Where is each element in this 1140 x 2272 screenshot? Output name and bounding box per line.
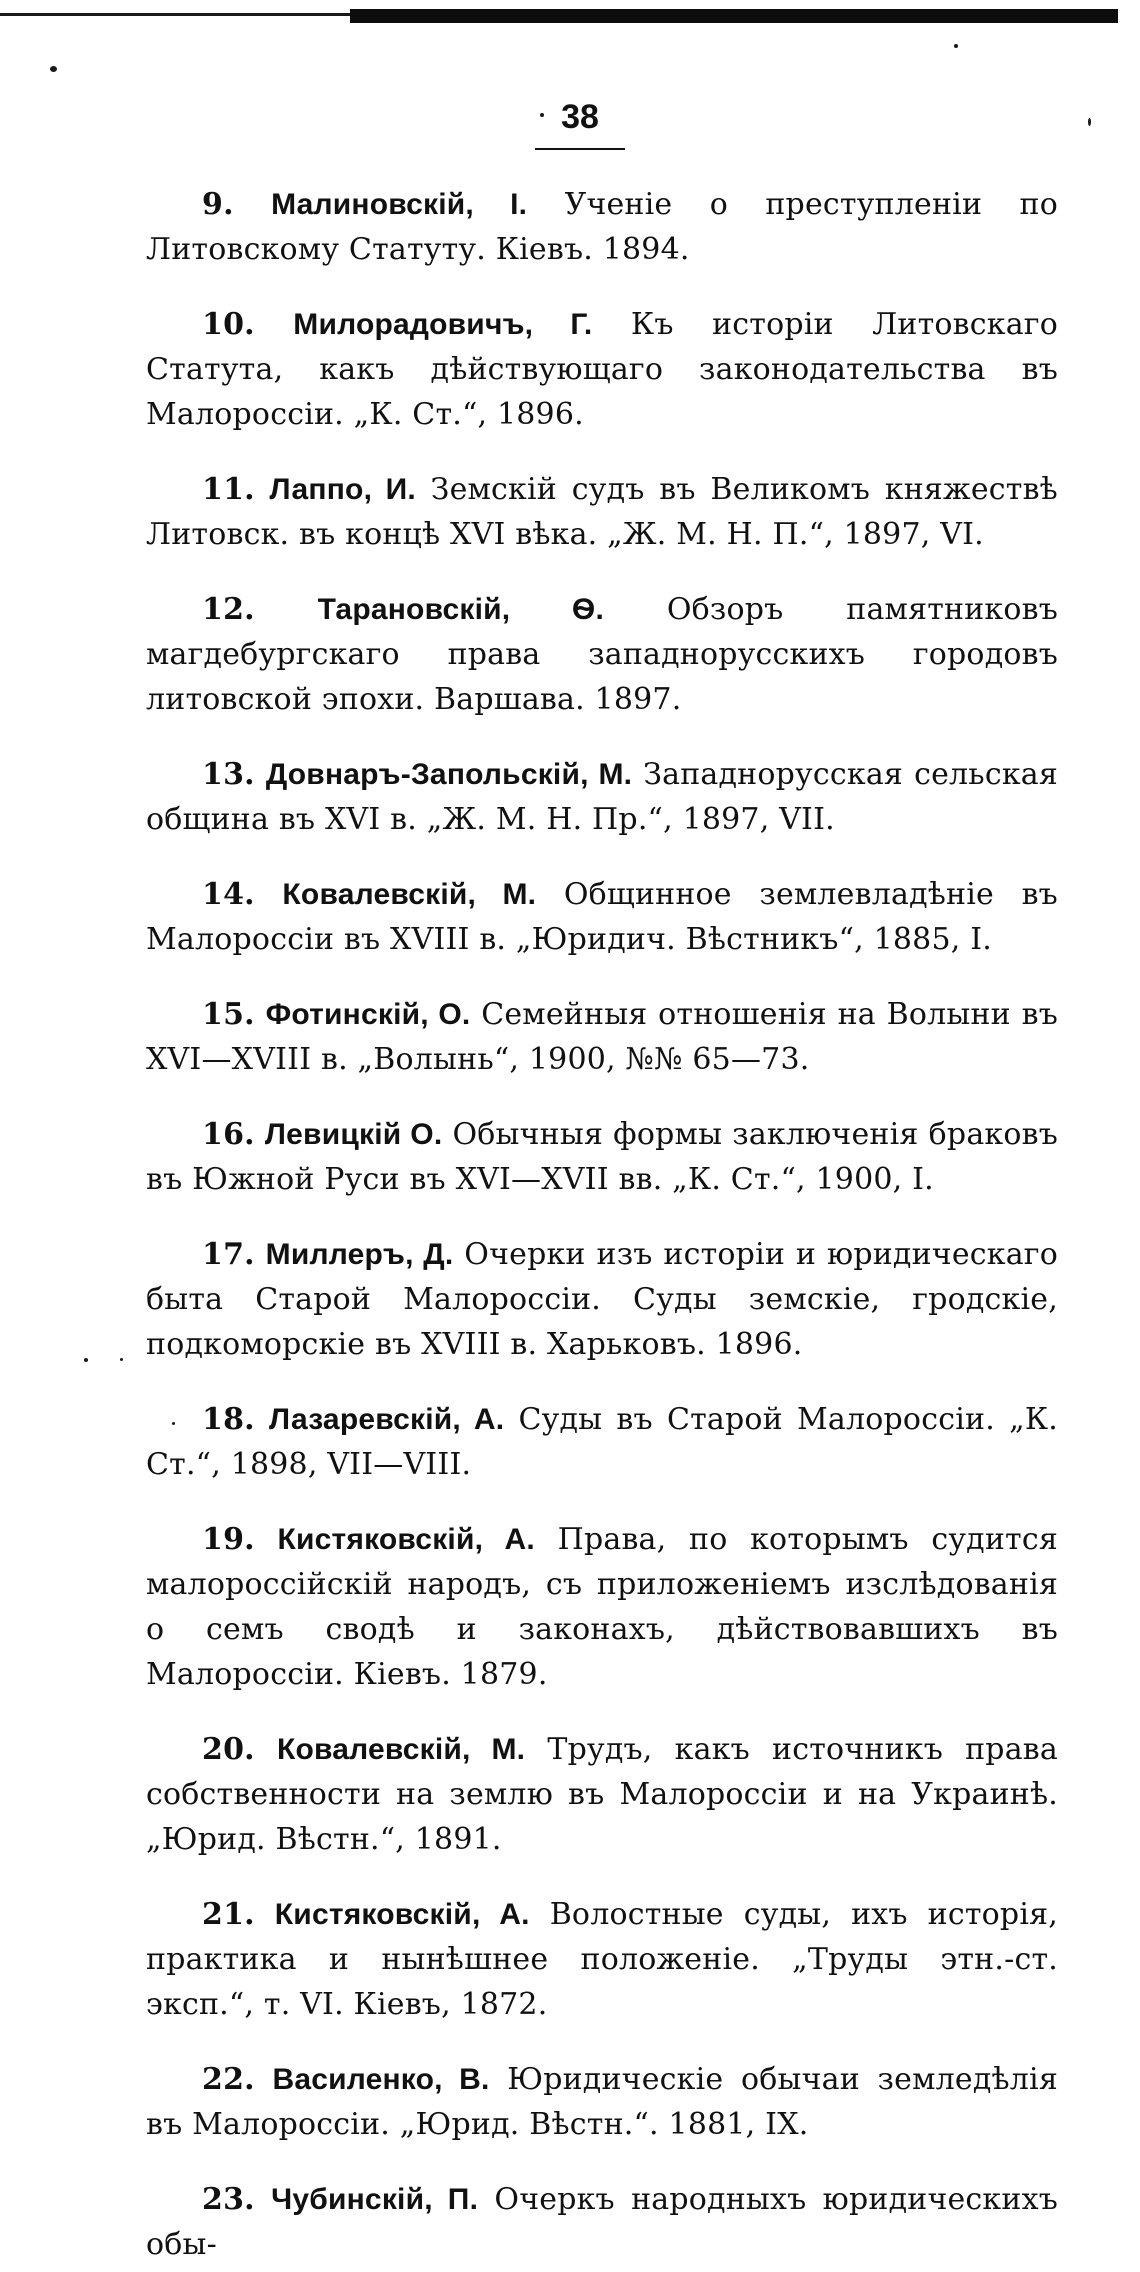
bibliography-entry (146, 587, 1058, 722)
entry-author: Фотинскій, О. (265, 998, 471, 1031)
bibliography-entry (146, 1397, 1058, 1487)
entry-number: 19. (202, 1522, 255, 1557)
entry-number: 15. (202, 997, 255, 1032)
entry-author: Ковалевскій, М. (276, 1733, 526, 1766)
entry-text: Обычныя формы заключенія браковъ въ Южной Руси въ XVI—XVII вв. „К. Ст.“, 1900, I. (146, 1117, 1058, 1197)
scan-speck (50, 66, 57, 72)
entry-text: Трудъ, какъ источникъ права собственности на землю въ Малороссіи и на Украинѣ. „Юрид. Вѣстн.“, 1891. (146, 1732, 1058, 1857)
bibliography-entry (146, 1517, 1058, 1697)
entry-text: Ученіе о преступленіи по Литовскому Статуту. Кіевъ. 1894. (146, 187, 1058, 267)
bibliography-entry (146, 1892, 1058, 2027)
page-number: 38 (561, 98, 599, 136)
page-number-underline (535, 148, 625, 150)
entry-author: Милорадовичъ, Г. (293, 308, 593, 341)
entry-author: Лаппо, И. (269, 473, 416, 506)
entry-number: 11. (202, 472, 255, 507)
entry-author: Чубинскій, П. (271, 2183, 479, 2216)
entry-author: Кистяковскій, А. (277, 1523, 535, 1556)
entry-author: Малиновскій, І. (271, 188, 528, 221)
entry-number: 12. (202, 592, 255, 627)
bibliography-entry (146, 1727, 1058, 1862)
entry-number: 21. (202, 1897, 255, 1932)
bibliography-entry (146, 2177, 1058, 2267)
bibliography-entry (146, 752, 1058, 842)
top-border-rule-thick (350, 9, 1118, 23)
entry-number: 22. (202, 2062, 255, 2097)
entry-text: Общинное землевладѣніе въ Малороссіи въ XVIII в. „Юридич. Вѣстникъ“, 1885, I. (146, 877, 1058, 957)
bibliography-entry (146, 992, 1058, 1082)
entry-number: 10. (202, 307, 255, 342)
entry-number: 16. (202, 1117, 255, 1152)
entry-number: 13. (202, 757, 255, 792)
entry-text: Очеркъ народныхъ юридическихъ обы- (146, 2182, 1058, 2262)
entry-number: 18. (202, 1402, 255, 1437)
entry-author: Тарановскій, Ѳ. (317, 593, 604, 626)
entry-text: Очерки изъ исторіи и юридическаго быта Старой Малороссіи. Суды земскіе, гродскіе, подкоморскіе въ XVIII в. Харьковъ. 1896. (146, 1237, 1058, 1362)
bibliography-entry (146, 182, 1058, 272)
entry-text: Права, по которымъ судится малороссійскій народъ, съ приложеніемъ изслѣдованія о семъ сводѣ и законахъ, дѣйствовавшихъ въ Малороссіи. Кіевъ. 1879. (146, 1522, 1058, 1692)
scan-speck (84, 1358, 88, 1362)
bibliography-entry (146, 1112, 1058, 1202)
entry-text: Земскій судъ въ Великомъ княжествѣ Литовск. въ концѣ XVI вѣка. „Ж. М. Н. П.“, 1897, VI. (146, 472, 1058, 552)
bibliography-entry (146, 1232, 1058, 1367)
bibliography-entry (146, 302, 1058, 437)
entry-author: Довнаръ-Запольскій, М. (265, 758, 633, 791)
scan-speck (120, 1358, 123, 1361)
entry-author: Лазаревскій, А. (268, 1403, 505, 1436)
entry-text: Западнорусская сельская община въ XVI в. „Ж. М. Н. Пр.“, 1897, VII. (146, 757, 1059, 837)
entry-text: Къ исторіи Литовскаго Статута, какъ дѣйствующаго законодательства въ Малороссіи. „К. Ст.“, 1896. (146, 307, 1058, 432)
entry-number: 20. (202, 1732, 255, 1767)
bibliography-entry (146, 872, 1058, 962)
entry-author: Василенко, В. (272, 2063, 490, 2096)
entry-text: Семейныя отношенія на Волыни въ XVI—XVIII в. „Волынь“, 1900, №№ 65—73. (146, 997, 1058, 1077)
scan-speck (1088, 118, 1091, 126)
entry-number: 9. (202, 187, 234, 222)
entry-text: Обзоръ памятниковъ магдебургскаго права западнорусскихъ городовъ литовской эпохи. Варшава. 1897. (146, 592, 1058, 717)
scan-speck (954, 44, 958, 48)
entry-author: Ковалевскій, М. (282, 878, 537, 911)
entry-author: Левицкій О. (264, 1118, 443, 1151)
entry-text: Юридическіе обычаи земледѣлія въ Малороссіи. „Юрид. Вѣстн.“. 1881, IX. (146, 2062, 1058, 2142)
entry-number: 17. (202, 1237, 255, 1272)
bibliography-entry (146, 2057, 1058, 2147)
bibliography-list (146, 182, 1058, 2272)
entry-author: Кистяковскій, А. (274, 1898, 530, 1931)
entry-text: Волостные суды, ихъ исторія, практика и нынѣшнее положеніе. „Труды этн.-ст. эксп.“, т. VI. Кіевъ, 1872. (146, 1897, 1058, 2022)
entry-text: Суды въ Старой Малороссіи. „К. Ст.“, 1898, VII—VIII. (146, 1402, 1058, 1482)
entry-author: Миллеръ, Д. (265, 1238, 454, 1271)
entry-number: 23. (202, 2182, 255, 2217)
bibliography-entry (146, 467, 1058, 557)
entry-number: 14. (202, 877, 255, 912)
